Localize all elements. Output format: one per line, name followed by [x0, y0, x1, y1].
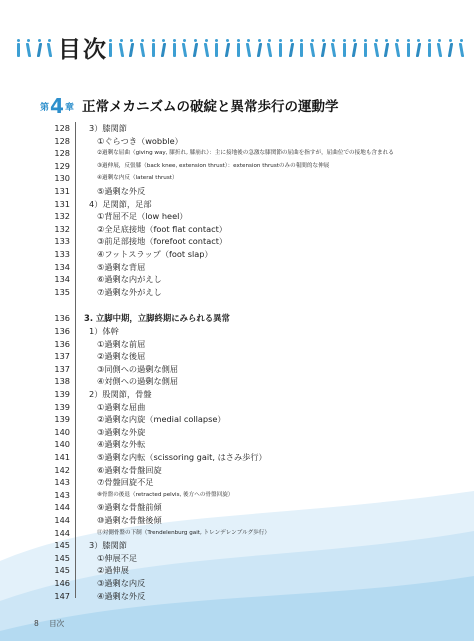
toc-entry-text: ③同側への過剰な側屈: [97, 363, 179, 374]
toc-page-number: 139: [54, 401, 70, 412]
walker-icon: [395, 39, 400, 57]
chapter-suffix: 章: [64, 103, 74, 113]
walker-icon: [352, 39, 357, 57]
toc-page-number: 143: [54, 489, 70, 500]
toc-entry-text: ①過剰な前屈: [97, 338, 146, 349]
toc-entry-text: ④過剰な内反（lateral thrust）: [97, 175, 178, 182]
toc-entry-text: ②過剰な内旋（medial collapse）: [97, 414, 226, 425]
walker-icon: [236, 39, 241, 57]
toc-page-number: 131: [54, 198, 70, 209]
toc-entry-text: ⑩過剰な骨盤後傾: [97, 515, 162, 525]
walker-icon: [47, 39, 52, 57]
toc-entry-text: ④過剰な外反: [97, 590, 146, 601]
toc-entry-text: ③前足部接地（forefoot contact）: [97, 236, 228, 247]
toc-page-number: 143: [54, 477, 70, 488]
toc-page-number: 138: [54, 376, 70, 387]
walker-icon: [459, 39, 464, 57]
toc-page-number: 144: [54, 515, 70, 525]
toc-page-number: 139: [54, 389, 70, 399]
walker-icon: [363, 39, 368, 57]
toc-page-number: 128: [54, 148, 70, 159]
toc-entry-text: ⑥過剰な内がえし: [97, 274, 162, 285]
toc-page-number: 131: [54, 186, 70, 196]
toc-page-number: 146: [54, 578, 70, 588]
walker-icon: [172, 39, 177, 57]
toc-entry-text: ⑨過剰な骨盤前傾: [97, 502, 162, 513]
toc-entry-text: ⑧骨盤の後退（retracted pelvis, 後方への骨盤回旋）: [97, 491, 234, 498]
toc-entry-text: ②過伸展: [97, 565, 129, 576]
toc-page-number: 132: [54, 223, 70, 234]
toc-page-number: 137: [54, 363, 70, 374]
toc-page-number: 129: [54, 160, 70, 171]
walker-icon: [193, 39, 198, 57]
toc-page-number: 139: [54, 414, 70, 425]
toc-page-number: 130: [54, 173, 70, 184]
toc-page-number: 145: [54, 552, 70, 563]
toc-entry-text: 2）股関節，骨盤: [89, 389, 152, 399]
toc-page-number: 142: [54, 464, 70, 475]
toc-page-number: 145: [54, 540, 70, 551]
toc-entry-text: 4）足関節，足部: [89, 198, 152, 209]
walker-icon: [257, 39, 262, 57]
footer-page-number: 8: [34, 619, 39, 628]
toc-page-number: 132: [54, 211, 70, 222]
walker-icon: [26, 39, 31, 57]
toc-entry-text: 1）体幹: [89, 326, 119, 336]
toc-page-number: 133: [54, 236, 70, 247]
toc-entry-text: ①伸展不足: [97, 552, 138, 563]
toc-entry-text: ⑤過剰な外反: [97, 186, 146, 196]
footer-label: 目次: [49, 619, 65, 628]
toc-page-number: 133: [54, 249, 70, 259]
walker-icon: [16, 39, 21, 57]
walker-icon: [267, 39, 272, 57]
toc-page-number: 134: [54, 261, 70, 272]
walker-icon: [182, 39, 187, 57]
walker-icon: [406, 39, 411, 57]
toc-page-number: 137: [54, 351, 70, 362]
walker-icon: [448, 39, 453, 57]
walker-icon: [416, 39, 421, 57]
toc-entry-text: ⑦過剰な外がえし: [97, 286, 162, 297]
walker-icon: [119, 39, 124, 57]
walker-icon: [437, 39, 442, 57]
toc-entry-text: ③過剰な内反: [97, 578, 146, 588]
walker-icon: [299, 39, 304, 57]
walker-icon: [384, 39, 389, 57]
toc-page-number: 145: [54, 565, 70, 576]
toc-entry-text: ⑤過剰な背屈: [97, 261, 146, 272]
toc-page-number: 144: [54, 527, 70, 538]
toc-entry-text: ②過剰な後屈: [97, 351, 146, 362]
walker-icon: [37, 39, 42, 57]
walker-icon: [151, 39, 156, 57]
toc-entry-text: 3. 立脚中期，立脚終期にみられる異常: [84, 313, 230, 324]
toc-entry-text: ⑦骨盤回旋不足: [97, 477, 154, 488]
toc-page-number: 128: [54, 123, 70, 133]
walker-icon: [289, 39, 294, 57]
toc-entry-text: ①背屈不足（low heel）: [97, 211, 188, 222]
walker-icon: [161, 39, 166, 57]
walker-icon: [108, 39, 113, 57]
chapter-prefix: 第: [40, 103, 50, 113]
chapter-number: 4: [50, 94, 64, 118]
walker-icon: [321, 39, 326, 57]
walker-icon: [129, 39, 134, 57]
toc-entry-text: ⑪対側骨盤の下制（Trendelenburg gait, トレンデレンブルグ歩行）: [97, 529, 270, 536]
walker-icon: [214, 39, 219, 57]
toc-row[interactable]: [0, 285, 474, 299]
walker-icon: [204, 39, 209, 57]
walker-icon: [374, 39, 379, 57]
toc-page-number: 144: [54, 502, 70, 513]
toc-page-number: 140: [54, 439, 70, 450]
walker-icon: [140, 39, 145, 57]
toc-row[interactable]: [0, 589, 474, 603]
toc-page-number: 147: [54, 590, 70, 601]
walker-icon: [310, 39, 315, 57]
toc-page-number: 141: [54, 452, 70, 462]
walker-icon: [278, 39, 283, 57]
page-footer: [34, 618, 72, 629]
walker-icon: [246, 39, 251, 57]
chapter-heading: [40, 94, 460, 116]
chapter-title: 正常メカニズムの破綻と異常歩行の運動学: [81, 99, 339, 115]
toc-title: 目次: [58, 36, 108, 63]
walking-figures-left: [16, 38, 52, 58]
page-header: [0, 0, 474, 86]
toc-entry-text: ③過剰な外旋: [97, 426, 146, 437]
toc-entry-text: ②過剰な屈曲（giving way, 膝折れ, 膝崩れ）：主に接地後の急激な膝関節の屈曲を指すが，屈曲位での接地も含まれる: [97, 150, 394, 157]
toc-entry-text: ①ぐらつき（wobble）: [97, 135, 183, 146]
toc-entry-text: ④対側への過剰な側屈: [97, 376, 179, 387]
toc-entry-text: ④過剰な外転: [97, 439, 146, 450]
toc-entry-text: ②全足底接地（foot flat contact）: [97, 223, 227, 234]
walker-icon: [331, 39, 336, 57]
toc-page-number: 140: [54, 426, 70, 437]
toc-entry-text: 3）膝関節: [89, 123, 127, 133]
walking-figures-right: [108, 38, 464, 58]
toc-entry-text: ④フットスラップ（foot slap）: [97, 249, 213, 259]
walker-icon: [225, 39, 230, 57]
toc-page-number: 128: [54, 135, 70, 146]
toc-page-number: 136: [54, 326, 70, 336]
toc-entry-text: ①過剰な屈曲: [97, 401, 146, 412]
walker-icon: [342, 39, 347, 57]
toc-page-number: 135: [54, 286, 70, 297]
toc-page-number: 136: [54, 313, 70, 324]
toc-entry-text: ⑥過剰な骨盤回旋: [97, 464, 162, 475]
toc-page-number: 134: [54, 274, 70, 285]
walker-icon: [427, 39, 432, 57]
toc-entry-text: ③過伸展，反張膝（back knee, extension thrust）：extension thrustのみの報間的な伸展: [97, 162, 330, 169]
toc-entry-text: ⑤過剰な内転（scissoring gait, はさみ歩行）: [97, 452, 267, 462]
toc-page-number: 136: [54, 338, 70, 349]
toc-entry-text: 3）膝関節: [89, 540, 127, 551]
